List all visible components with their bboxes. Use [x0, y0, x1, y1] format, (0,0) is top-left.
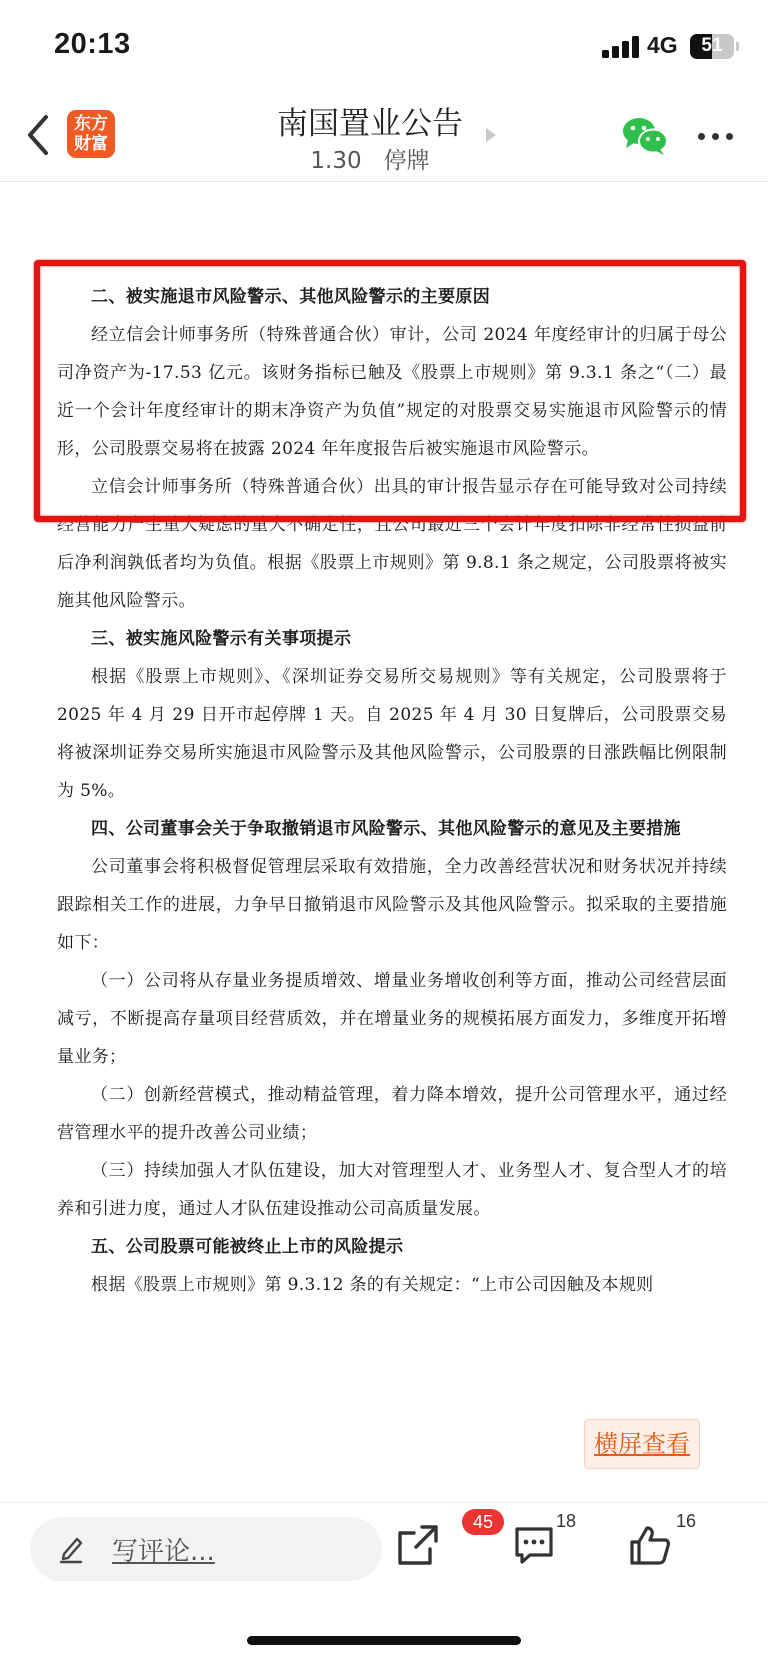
page-title: 南国置业公告	[277, 106, 463, 142]
logo-line1: 东方	[74, 114, 108, 134]
caret-right-icon[interactable]	[486, 128, 496, 142]
stock-price: 1.30	[310, 148, 362, 174]
nav-header	[0, 90, 768, 182]
bottom-toolbar	[0, 1502, 768, 1663]
comment-placeholder: 写评论...	[112, 1537, 215, 1567]
eastmoney-logo[interactable]	[67, 110, 115, 158]
measure-item: （一）公司将从存量业务提质增效、增量业务增收创利等方面，推动公司经营层面减亏，不断提高存量项目经营质效，并在增量业务的规模拓展方面发力，多维度开拓增量业务；	[57, 971, 727, 1067]
home-indicator[interactable]	[247, 1636, 521, 1645]
comment-count: 18	[556, 1511, 577, 1531]
status-time: 20:13	[54, 28, 131, 60]
status-bar	[0, 0, 768, 90]
comment-icon[interactable]	[512, 1523, 556, 1567]
paragraph: 经立信会计师事务所（特殊普通合伙）审计，公司 2024 年度经审计的归属于母公司净资产为-17.53 亿元。该财务指标已触及《股票上市规则》第 9.3.1 条之“（二）最近一个会计年度经审计的期末净资产为负值”规定的对股票交易实施退市风险警示的情形，公司股票交易将在披露 2024 年年度报告后被实施退市风险警示。	[57, 325, 727, 459]
more-icon[interactable]	[698, 133, 734, 141]
paragraph: 立信会计师事务所（特殊普通合伙）出具的审计报告显示存在可能导致对公司持续经营能力产生重大疑虑的重大不确定性，且公司最近三个会计年度扣除非经常性损益前后净利润孰低者均为负值。根据《股票上市规则》第 9.8.1 条之规定，公司股票将被实施其他风险警示。	[57, 477, 727, 611]
paragraph: 公司董事会将积极督促管理层采取有效措施，全力改善经营状况和财务状况并持续跟踪相关工作的进展，力争早日撤销退市风险警示及其他风险警示。拟采取的主要措施如下：	[57, 857, 727, 953]
measure-item: （二）创新经营模式，推动精益管理，着力降本增效，提升公司管理水平，通过经营管理水平的提升改善公司业绩；	[57, 1085, 727, 1143]
signal-icon	[602, 36, 642, 58]
stock-info[interactable]	[200, 142, 540, 175]
section-heading: 五、公司股票可能被终止上市的风险提示	[91, 1237, 404, 1257]
pencil-icon	[58, 1534, 84, 1564]
back-chevron-icon[interactable]	[24, 112, 58, 158]
network-type: 4G	[647, 32, 678, 58]
measure-item: （三）持续加强人才队伍建设，加大对管理型人才、业务型人才、复合型人才的培养和引进力度，通过人才队伍建设推动公司高质量发展。	[57, 1161, 727, 1219]
thumbs-up-icon[interactable]	[628, 1523, 672, 1567]
section-heading: 二、被实施退市风险警示、其他风险警示的主要原因	[91, 287, 491, 307]
section-heading: 四、公司董事会关于争取撤销退市风险警示、其他风险警示的意见及主要措施	[91, 819, 681, 839]
stock-status: 停牌	[383, 148, 430, 174]
paragraph: 根据《股票上市规则》第 9.3.12 条的有关规定：“上市公司因触及本规则	[91, 1275, 654, 1295]
highlight-box	[34, 260, 746, 522]
logo-line2: 财富	[74, 134, 108, 154]
battery-tip	[736, 42, 739, 51]
share-badge: 45	[462, 1509, 504, 1535]
wechat-icon[interactable]	[622, 116, 668, 156]
like-count: 16	[676, 1511, 697, 1531]
comment-input[interactable]	[30, 1517, 382, 1581]
paragraph: 根据《股票上市规则》、《深圳证券交易所交易规则》等有关规定，公司股票将于 2025 年 4 月 29 日开市起停牌 1 天。自 2025 年 4 月 30 日复牌后，公司股票交易将被深圳证券交易所实施退市风险警示及其他风险警示，公司股票的日涨跌幅比例限制为 5%。	[57, 667, 727, 801]
section-heading: 三、被实施风险警示有关事项提示	[91, 629, 352, 649]
share-icon[interactable]	[396, 1523, 440, 1567]
battery-level: 51	[701, 35, 723, 56]
battery-icon	[690, 34, 734, 59]
landscape-view-button[interactable]: 横屏查看	[584, 1419, 700, 1469]
